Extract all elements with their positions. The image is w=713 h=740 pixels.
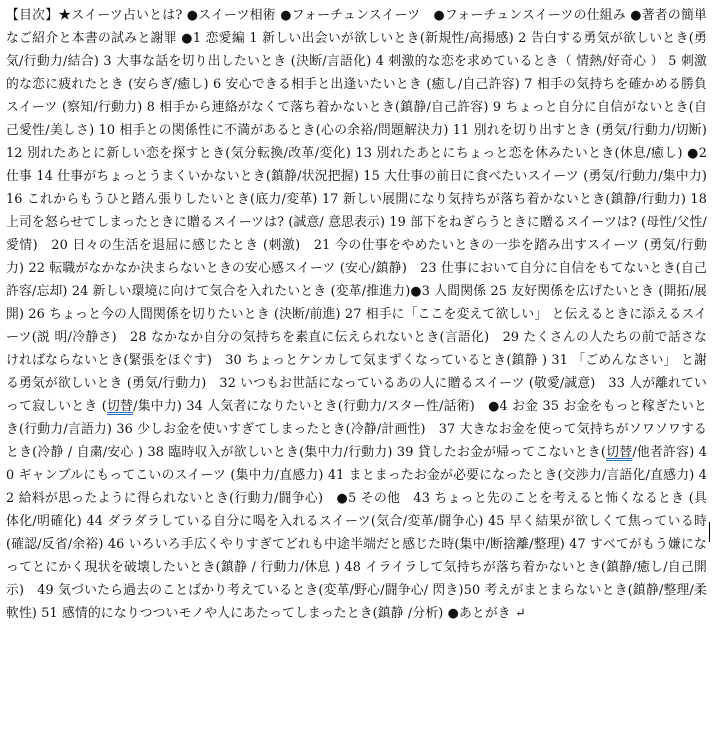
spellcheck-underlined-word[interactable]: 切替 <box>606 445 633 460</box>
table-of-contents-paragraph[interactable] <box>6 4 707 625</box>
toc-text-part-2: /集中力) 34 人気者になりたいとき(行動力/スター性/話術) ●4 お金 35 お金をもっと稼ぎたいとき(行動力/言語力) 36 少しお金を使いすぎてしまったとき(冷静/計画性) 37 大きなお金を使って気持ちがソワソワするとき(冷静 / 自粛/安心 ) 38 臨時収入が欲しいとき(集中力/行動力) 39 貸したお金が帰ってこないとき( <box>6 399 707 460</box>
toc-text-part-3: /他者許容) 40 ギャンブルにもってこいのスイーツ (集中力/直感力) 41 まとまったお金が必要になったとき(交渉力/言語化/直感力) 42 給料が思ったように得られないとき(行動力/闘争心) ●5 その他 43 ちょっと先のことを考えると怖くなるとき (具体化/明確化) 44 ダラダラしている自分に喝を入れるスイーツ(気合/変革/闘争心) 45 早く結果が欲しくて焦っている時(確認/反省/余裕) 46 いろいろ手広くやりすぎてどれも中途半端だと感じた時(集中/断捨離/整理) 47 すべてがもう嫌になってとにかく現状を破壊したいとき(鎮静 / 行動力/休息 ) 48 イライラして気持ちが落ち着かないとき(鎮静/癒し/自己開示) 49 気づいたら過去のことばかり考えているとき(変革/野心/闘争心/ 閃き)50 考えがまとまらないとき(鎮静/整理/柔軟性) 51 感情的になりつついモノや人にあたってしまったとき(鎮静 /分析) ●あとがき ↵ <box>6 445 707 621</box>
spellcheck-underlined-word[interactable]: 切替 <box>106 399 134 414</box>
text-cursor <box>709 522 710 542</box>
document-page <box>6 4 707 736</box>
toc-text-part-1: 【目次】★スイーツ占いとは? ●スイーツ相術 ●フォーチュンスイーツ ●フォーチュンスイーツの仕組み ●著者の簡単なご紹介と本書の試みと謝罪 ●1 恋愛編 1 新しい出会いが欲しいとき(新規性/高揚感) 2 告白する勇気が欲しいとき(勇気/行動力/結合) 3 大事な話を切り出したいとき (決断/言語化) 4 刺激的な恋を求めているとき（ 情熱/好奇心 ） 5 刺激的な恋に疲れたとき (安らぎ/癒し) 6 安心できる相手と出逢いたいとき (癒し/自己許容) 7 相手の気持ちを確かめる勝負スイーツ (察知/行動力) 8 相手から連絡がなくて落ち着かないとき(鎮静/自己許容) 9 ちょっと自分に自信がないとき(自己愛性/美しさ) 10 相手との関係性に不満があるとき(心の余裕/問題解決力) 11 別れを切り出すとき (勇気/行動力/切断) 12 別れたあとに新しい恋を探すとき(気分転換/改革/変化) 13 別れたあとにちょっと恋を休みたいとき(休息/癒し) ●2 仕事 14 仕事がちょっとうまくいかないとき(鎮静/状況把握) 15 大仕事の前日に食べたいスイーツ (勇気/行動力/集中力) 16 これからもうひと踏ん張りしたいとき(底力/変革) 17 新しい展開になり気持ちが落ち着かないとき(鎮静/行動力) 18 上司を怒らせてしまったときに贈るスイーツは? (誠意/ 意思表示) 19 部下をねぎらうときに贈るスイーツは? (母性/父性/愛情) 20 日々の生活を退屈に感じたとき (刺激) 21 今の仕事をやめたいときの一歩を踏み出すスイーツ (勇気/行動 力) 22 転職がなかなか決まらないときの安心感スイーツ (安心/鎮静) 23 仕事において自分に自信をもてないとき(自己許容/忘却) 24 新しい環境に向けて気合を入れたいとき (変革/推進力)●3 人間関係 25 友好関係を広げたいとき (開拓/展開) 26 ちょっと今の人間関係を切りたいとき (決断/前進) 27 相手に「ここを変えて欲しい」 と伝えるときに添えるスイーツ(説 明/冷静さ) 28 なかなか自分の気持ちを素直に伝えられないとき(言語化) 29 たくさんの人たちの前で話さなければならないとき(緊張をほぐす) 30 ちょっとケンカして気まずくなっているとき(鎮静 ) 31 「ごめんなさい」 と謝る勇気が欲しいとき (勇気/行動力) 32 いつもお世話になっているあの人に贈るスイーツ (敬愛/誠意) 33 人が離れていって寂しいとき ( <box>6 8 707 414</box>
